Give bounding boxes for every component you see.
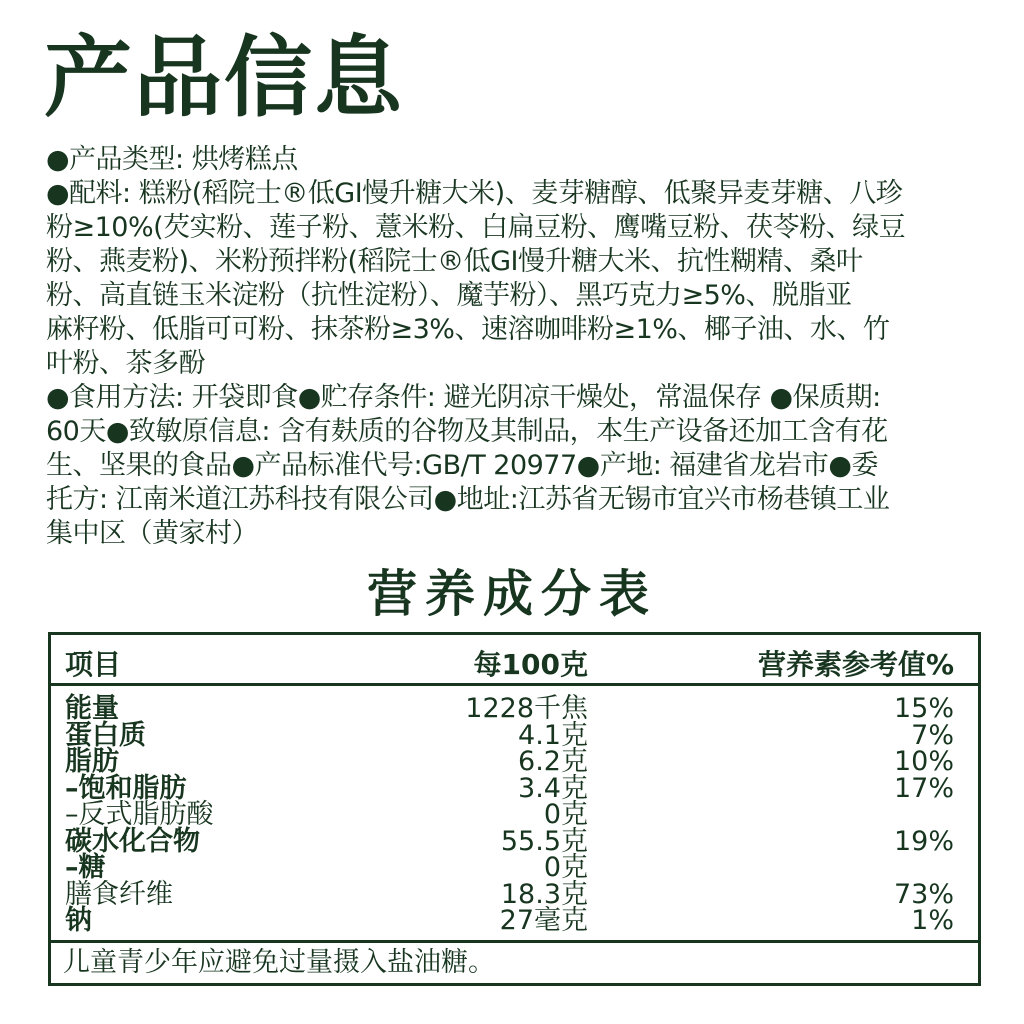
nutrient-name: 脂肪 [65, 746, 119, 777]
nutrient-name: 膳食纤维 [65, 878, 173, 910]
nutrient-name: –反式脂肪酸 [65, 799, 214, 830]
table-footer: 儿童青少年应避免过量摄入盐油糖。 [51, 940, 978, 983]
info-line: 粉、高直链玉米淀粉（抗性淀粉）、魔芋粉）、黑巧克力≥5%、脱脂亚 [46, 280, 852, 311]
header-nrv: 营养素参考值% [757, 648, 954, 681]
nutrient-value: 4.1克 [518, 719, 588, 751]
table-row [51, 878, 978, 910]
nutrient-nrv: 19% [893, 825, 954, 857]
product-info [46, 143, 986, 551]
info-line: 托方: 江南米道江苏科技有限公司●地址:江苏省无锡市宜兴市杨巷镇工业 [46, 484, 890, 515]
nutrient-value: 0克 [543, 799, 588, 830]
nutrient-name: 能量 [65, 693, 119, 724]
table-row [51, 854, 978, 881]
info-line: ●配料: 糕粉(稻院士®低GI慢升糖大米)、麦芽糖醇、低聚异麦芽糖、八珍 [46, 178, 903, 209]
table-row [51, 801, 978, 828]
nutrient-nrv: 17% [893, 772, 954, 804]
page-title: 产品信息 [44, 26, 405, 129]
info-line: ●产品类型: 烘烤糕点 [46, 144, 298, 175]
info-line: ●食用方法: 开袋即食●贮存条件: 避光阴凉干燥处，常温保存 ●保质期: [46, 382, 881, 413]
table-row [51, 719, 978, 751]
nutrient-nrv: 7% [911, 719, 954, 751]
nutrient-value: 27毫克 [499, 905, 588, 936]
table-row [51, 907, 978, 934]
header-per100g: 每100克 [473, 648, 588, 681]
nutrient-value: 1228千焦 [465, 693, 588, 724]
info-line: 生、坚果的食品●产品标准代号:GB/T 20977●产地: 福建省龙岩市●委 [46, 450, 878, 481]
table-header [51, 635, 978, 686]
nutrient-name: 蛋白质 [65, 719, 146, 751]
info-line: 集中区（黄家村） [46, 518, 258, 549]
nutrient-name: –饱和脂肪 [65, 772, 187, 804]
nutrient-nrv: 15% [893, 693, 954, 724]
table-body [51, 695, 978, 934]
nutrient-name: 钠 [65, 905, 92, 936]
table-row [51, 748, 978, 775]
info-line: 粉≥10%(芡实粉、莲子粉、薏米粉、白扁豆粉、鹰嘴豆粉、茯苓粉、绿豆 [46, 212, 906, 243]
nutrient-value: 18.3克 [500, 878, 588, 910]
info-line: 粉、燕麦粉)、米粉预拌粉(稻院士®低GI慢升糖大米、抗性糊精、桑叶 [46, 246, 863, 277]
nutrient-value: 55.5克 [500, 825, 588, 857]
nutrient-name: 碳水化合物 [65, 825, 200, 857]
nutrient-value: 6.2克 [518, 746, 588, 777]
info-line: 60天●致敏原信息: 含有麸质的谷物及其制品，本生产设备还加工含有花 [46, 416, 888, 447]
nutrient-nrv: 10% [893, 746, 954, 777]
info-line: 叶粉、茶多酚 [46, 348, 205, 379]
info-line: 麻籽粉、低脂可可粉、抹茶粉≥3%、速溶咖啡粉≥1%、椰子油、水、竹 [46, 314, 890, 345]
header-item: 项目 [65, 648, 122, 681]
nutrient-nrv: 1% [911, 905, 954, 936]
nutrient-value: 0克 [543, 852, 588, 883]
table-row [51, 772, 978, 804]
table-row [51, 825, 978, 857]
table-row [51, 695, 978, 722]
nutrition-table [48, 632, 981, 986]
nutrient-name: –糖 [65, 852, 106, 883]
nutrition-title: 营养成分表 [367, 565, 657, 623]
nutrient-value: 3.4克 [518, 772, 588, 804]
nutrient-nrv: 73% [893, 878, 954, 910]
